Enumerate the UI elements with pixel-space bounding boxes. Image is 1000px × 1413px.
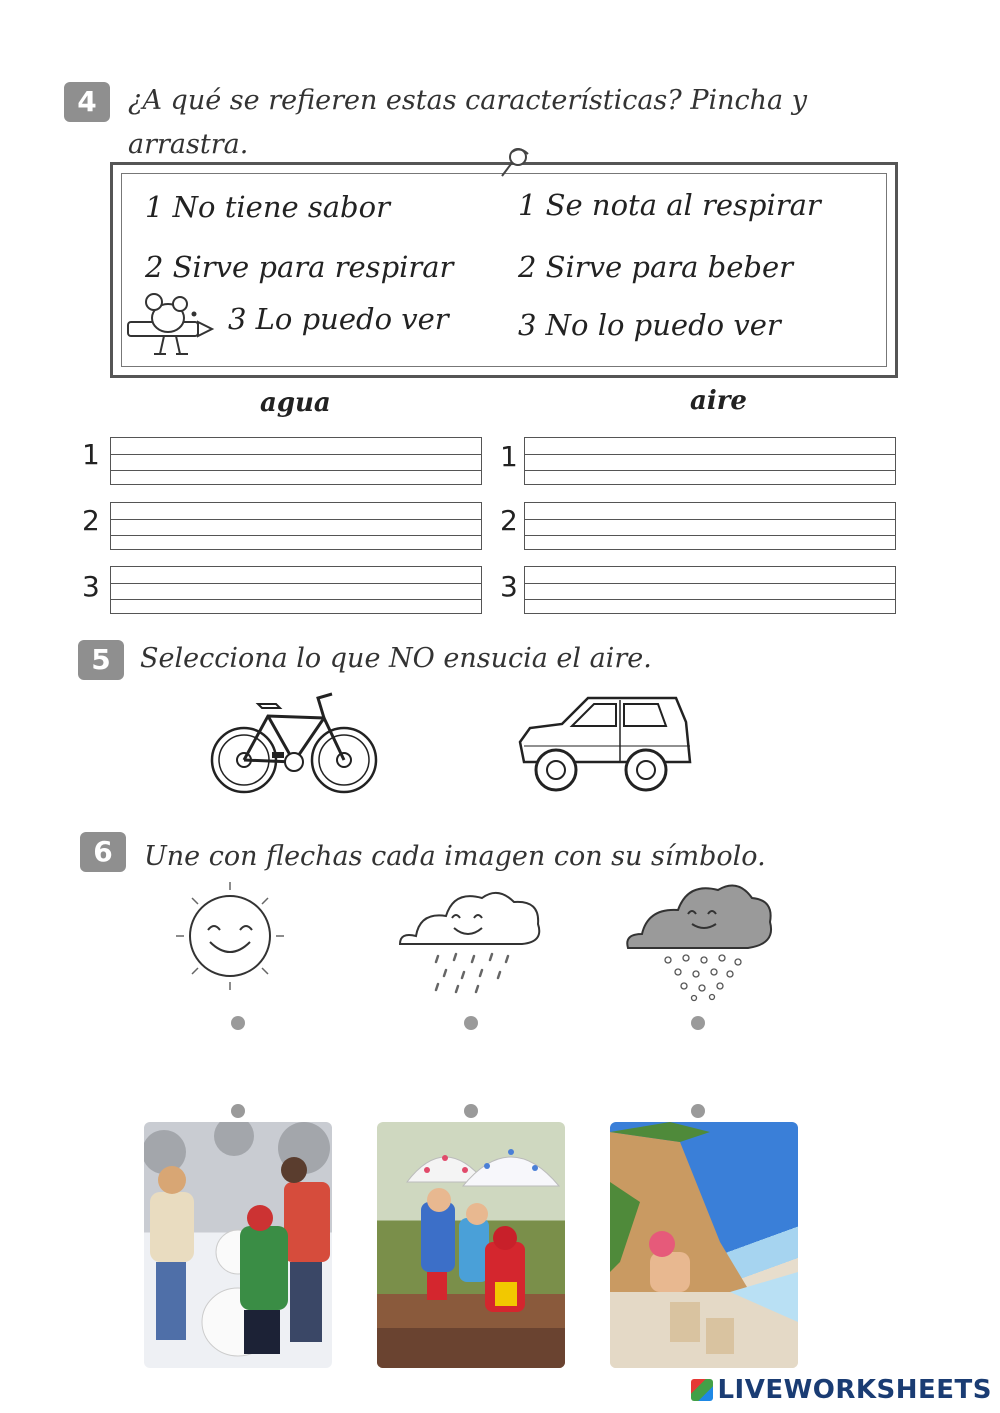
pin-icon <box>496 146 536 184</box>
photo-connector-dot-rain[interactable] <box>464 1104 478 1118</box>
exercise-5-badge: 5 <box>78 640 124 680</box>
symbol-connector-dot-sun[interactable] <box>231 1016 245 1030</box>
trait-right-1[interactable]: 1 Se nota al respirar <box>518 188 821 222</box>
trait-right-3[interactable]: 3 No lo puedo ver <box>518 308 781 342</box>
aire-row-number: 1 <box>500 440 518 473</box>
symbol-connector-dot-snow[interactable] <box>691 1016 705 1030</box>
column-header-aire: aire <box>690 386 747 416</box>
aire-row-number: 2 <box>500 504 518 537</box>
aire-drop-slot-3[interactable] <box>524 566 896 614</box>
agua-drop-slot-2[interactable] <box>110 502 482 550</box>
exercise-4-instruction-line2: arrastra. <box>128 129 249 160</box>
aire-row-number: 3 <box>500 570 518 603</box>
agua-row-number: 2 <box>82 504 100 537</box>
logo-text: LIVEWORKSHEETS <box>717 1375 992 1405</box>
photo-connector-dot-snow[interactable] <box>231 1104 245 1118</box>
agua-row-number: 1 <box>82 438 100 471</box>
symbol-connector-dot-rain[interactable] <box>464 1016 478 1030</box>
aire-drop-slot-1[interactable] <box>524 437 896 485</box>
car-icon[interactable] <box>516 692 696 796</box>
trait-right-2[interactable]: 2 Sirve para beber <box>518 250 793 284</box>
liveworksheets-logo <box>691 1375 992 1405</box>
exercise-4-instruction-line1: ¿A qué se refieren estas características? Pincha y <box>128 85 807 116</box>
rain-cloud-icon <box>394 884 544 996</box>
exercise-6-badge: 6 <box>80 832 126 872</box>
exercise-6-instruction: Une con flechas cada imagen con su símbolo. <box>144 841 766 872</box>
agua-drop-slot-1[interactable] <box>110 437 482 485</box>
exercise-5-instruction: Selecciona lo que NO ensucia el aire. <box>140 643 652 674</box>
rain-scene-photo <box>377 1122 565 1368</box>
mouse-pencil-icon <box>124 292 216 362</box>
bicycle-icon[interactable] <box>206 688 382 800</box>
trait-left-1[interactable]: 1 No tiene sabor <box>145 190 390 224</box>
agua-row-number: 3 <box>82 570 100 603</box>
beach-scene-photo <box>610 1122 798 1368</box>
aire-drop-slot-2[interactable] <box>524 502 896 550</box>
snow-cloud-icon <box>622 878 776 1002</box>
exercise-4-badge: 4 <box>64 82 110 122</box>
liveworksheets-logo-mark <box>691 1379 713 1401</box>
photo-connector-dot-beach[interactable] <box>691 1104 705 1118</box>
snow-scene-photo <box>144 1122 332 1368</box>
agua-drop-slot-3[interactable] <box>110 566 482 614</box>
column-header-agua: agua <box>260 388 331 418</box>
trait-left-2[interactable]: 2 Sirve para respirar <box>145 250 454 284</box>
trait-left-3[interactable]: 3 Lo puedo ver <box>228 302 449 336</box>
sun-icon <box>170 878 290 994</box>
